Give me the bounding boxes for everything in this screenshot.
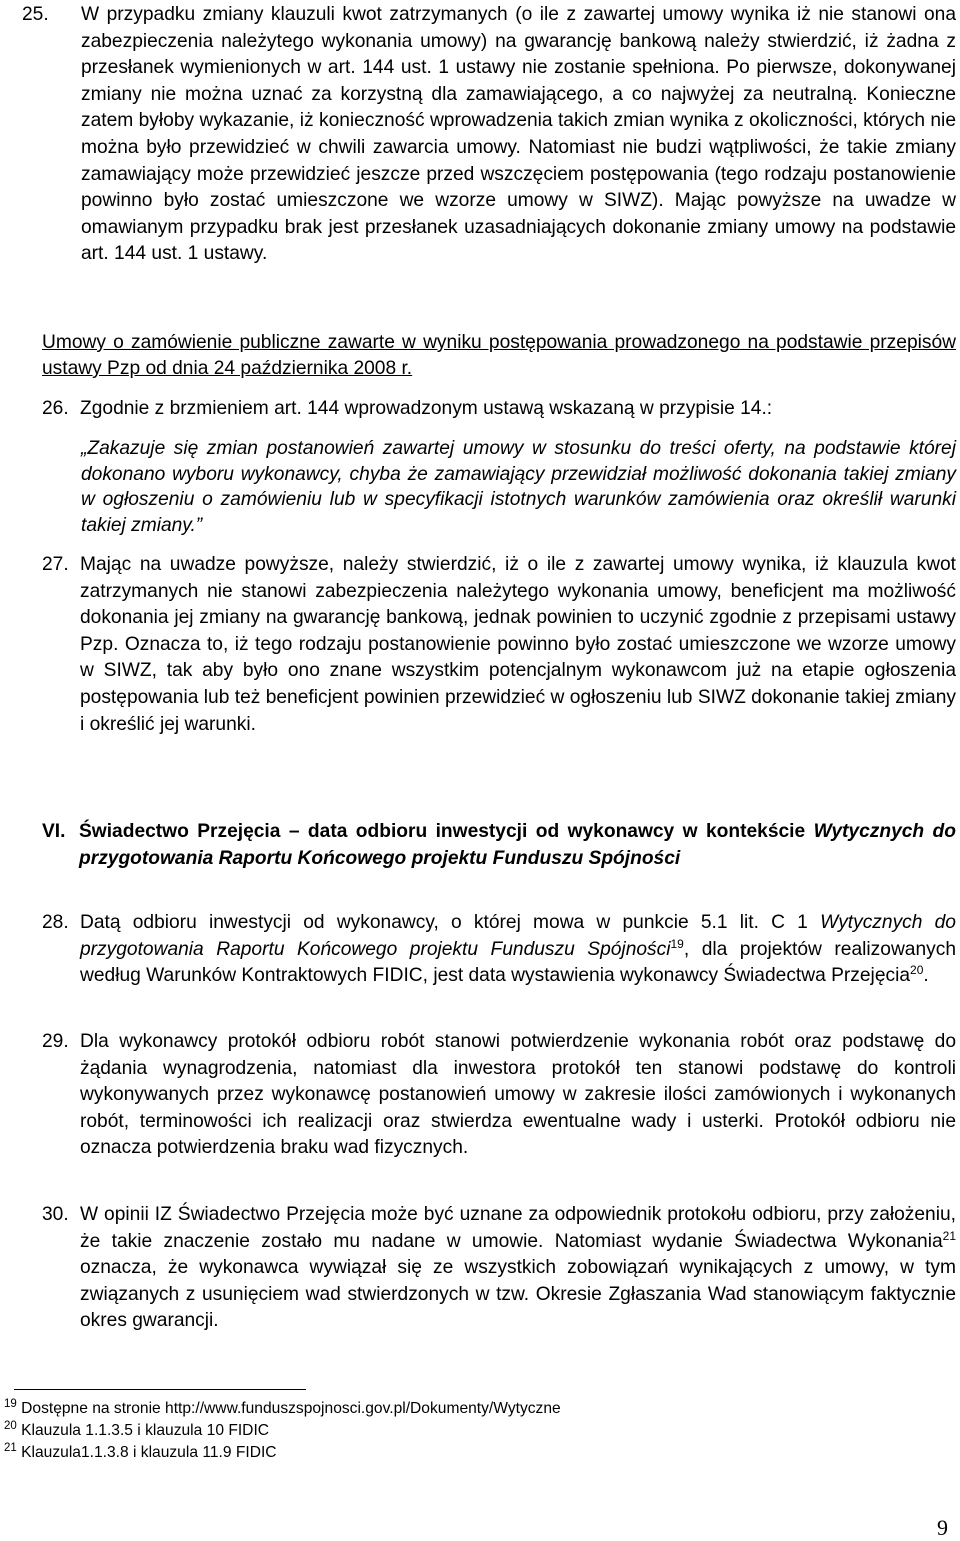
- paragraph-text: Dla wykonawcy protokół odbioru robót stanowi potwierdzenie wykonania robót oraz podstawę do żądania wynagrodzenia, natomiast dla inwestora protokół ten stanowi podstawę do kontroli wykonywanych przez wykonawcę postanowień umowy w zakresie ilości zamówionych i wykonanych robót, terminowości ich realizacji oraz stwierdza ewentualne wady i usterki. Protokół odbioru nie oznacza potwierdzenia braku wad fizycznych.: [80, 1031, 956, 1159]
- paragraph-text: Datą odbioru inwestycji od wykonawcy, o której mowa w punkcie 5.1 lit. C 1: [80, 912, 808, 933]
- paragraph-text: W przypadku zmiany klauzuli kwot zatrzymanych (o ile z zawartej umowy wynika iż nie stanowi ona zabezpieczenia należytego wykonania umowy) na gwarancję bankową należy stwierdzić, iż żadna z przesłanek wymienionych w art. 144 ust. 1 ustawy nie zostanie spełniona. Po pierwsze, dokonywanej zmiany nie można uznać za korzystną dla zamawiającego, a co najwyżej za neutralną. Konieczne zatem byłoby wykazanie, iż konieczność wprowadzenia takich zmian wynika z okoliczności, których nie można było przewidzieć w chwili zawarcia umowy. Natomiast nie budzi wątpliwości, że takie zmiany zamawiający może przewidzieć jeszcze przed wszczęciem postępowania (tego rodzaju postanowienie powinno było zostać umieszczone we wzorze umowy w SIWZ). Mając powyższe na uwadze w omawianym przypadku brak jest przesłanek uzasadniających dokonanie zmiany umowy na podstawie art. 144 ust. 1 ustawy.: [81, 4, 956, 265]
- paragraph-27: [42, 552, 956, 738]
- section-heading-vi: [42, 818, 956, 872]
- footnote-text: Klauzula1.1.3.8 i klauzula 11.9 FIDIC: [21, 1444, 277, 1461]
- paragraph-30: [42, 1202, 956, 1335]
- paragraph-number: 26.: [42, 398, 69, 419]
- section-title-italic: Wytycznych do przygotowania Raportu Końcowego projektu Funduszu Spójności: [79, 821, 956, 869]
- page-number: 9: [937, 1515, 948, 1540]
- paragraph-text: Mając na uwadze powyższe, należy stwierdzić, iż o ile z zawartej umowy wynika, iż klauzula kwot zatrzymanych nie stanowi zabezpieczenia należytego wykonania umowy, beneficjent ma możliwość dokonania jej zmiany na gwarancję bankową, jednak powinien to uczynić zgodnie z przepisami ustawy Pzp. Oznacza to, iż tego rodzaju postanowienie powinno było zostać umieszczone we wzorze umowy w SIWZ, tak aby było ono znane wszystkim potencjalnym wykonawcom już na etapie ogłoszenia postępowania lub też beneficjent powinien przewidzieć w ogłoszeniu lub SIWZ dokonanie takiej zmiany i określić jej warunki.: [80, 554, 956, 735]
- footnote-number: 19: [4, 1398, 17, 1410]
- footnote-ref-20[interactable]: 20: [910, 963, 924, 978]
- footnote-text: Klauzula 1.1.3.5 i klauzula 10 FIDIC: [21, 1422, 270, 1439]
- section-number: VI.: [42, 821, 66, 842]
- paragraph-text-end: .: [923, 965, 929, 987]
- section-title: Świadectwo Przejęcia – data odbioru inwestycji od wykonawcy w kontekście: [79, 821, 806, 842]
- footnote-text: Dostępne na stronie http://www.funduszspojnosci.gov.pl/Dokumenty/Wytyczne: [21, 1400, 561, 1417]
- footnote-separator: [14, 1389, 306, 1390]
- paragraph-text-cont: , dla projektów realizowanych według Warunków Kontraktowych FIDIC, jest data wystawienia wykonawcy Świadectwa Przejęcia: [80, 938, 956, 987]
- footnote-19: [4, 1400, 561, 1418]
- paragraph-text-cont: oznacza, że wykonawca wywiązał się ze wszystkich zobowiązań wynikających z umowy, w tym związanych z usunięciem wad stwierdzonych w tzw. Okresie Zgłaszania Wad stanowiącym faktycznie okres gwarancji.: [80, 1257, 956, 1332]
- paragraph-number: 30.: [42, 1204, 69, 1225]
- paragraph-26: [42, 396, 956, 423]
- paragraph-number: 29.: [42, 1031, 69, 1052]
- paragraph-number: 27.: [42, 554, 69, 575]
- paragraph-28: [42, 910, 956, 990]
- footnote-20: [4, 1422, 269, 1440]
- footnote-number: 20: [4, 1420, 17, 1432]
- paragraph-text: Zgodnie z brzmieniem art. 144 wprowadzonym ustawą wskazaną w przypisie 14.:: [80, 398, 773, 419]
- paragraph-29: [42, 1029, 956, 1162]
- paragraph-number: 28.: [42, 912, 69, 933]
- underlined-heading: Umowy o zamówienie publiczne zawarte w wyniku postępowania prowadzonego na podstawie przepisów ustawy Pzp od dnia 24 października 2008 r.: [42, 332, 956, 379]
- footnote-ref-21[interactable]: 21: [942, 1228, 956, 1243]
- paragraph-25: [22, 2, 956, 268]
- footnote-ref-19[interactable]: 19: [670, 936, 684, 951]
- paragraph-number: 25.: [22, 4, 49, 25]
- footnote-number: 21: [4, 1442, 17, 1454]
- block-quote: „Zakazuje się zmian postanowień zawartej umowy w stosunku do treści oferty, na podstawie której dokonano wyboru wykonawcy, chyba że zamawiający przewidział możliwość dokonania takiej zmiany w ogłoszeniu o zamówieniu lub w specyfikacji istotnych warunków zamówienia oraz określił warunki takiej zmiany.”: [81, 438, 956, 536]
- paragraph-text: W opinii IZ Świadectwo Przejęcia może być uznane za odpowiednik protokołu odbioru, przy założeniu, że takie znaczenie zostało mu nadane w umowie. Natomiast wydanie Świadectwa Wykonania: [80, 1204, 956, 1252]
- guidelines-title: Wytycznych do przygotowania Raportu Końcowego projektu Funduszu Spójności: [80, 912, 956, 960]
- footnote-21: [4, 1444, 277, 1462]
